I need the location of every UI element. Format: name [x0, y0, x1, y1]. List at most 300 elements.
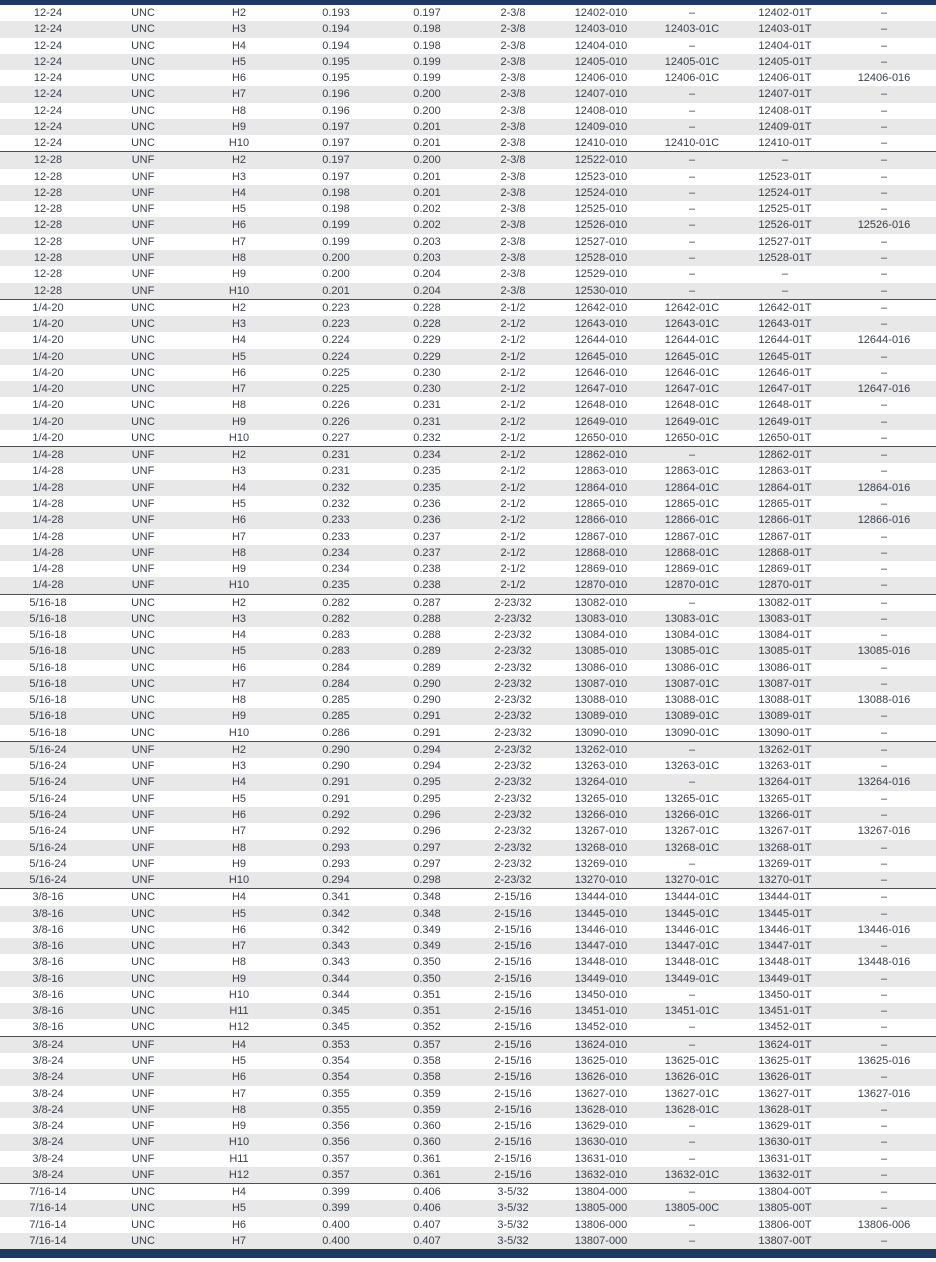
table-cell: UNF: [131, 546, 155, 559]
table-cell: 2-1/2: [470, 299, 556, 316]
table-cell: 0.355: [322, 1087, 350, 1100]
table-cell: 2-1/2: [500, 415, 526, 428]
table-cell: 13446-016: [857, 923, 911, 936]
table-cell: 12644-016: [857, 334, 911, 347]
table-cell: 12405-01T: [758, 55, 812, 68]
table-cell: 12406-01T: [758, 72, 812, 85]
table-cell: 0.227: [322, 431, 350, 444]
table-cell: 12410-010: [574, 137, 628, 150]
table-cell: –: [880, 874, 888, 887]
table-cell: 0.349: [413, 923, 441, 936]
table-cell: UNF: [131, 481, 155, 494]
table-cell: 5/16-24: [0, 741, 96, 758]
table-cell: 2-1/2: [500, 514, 526, 527]
table-cell: 0.399: [288, 1184, 384, 1201]
table-cell: 12-24: [33, 137, 63, 150]
table-cell: 0.282: [322, 612, 350, 625]
table-cell: UNF: [131, 235, 155, 248]
table-cell: 2-23/32: [494, 776, 532, 789]
table-row: [0, 447, 936, 464]
table-cell: 13268-010: [574, 841, 628, 854]
table-cell: 2-15/16: [494, 956, 532, 969]
table-cell: H7: [231, 1234, 247, 1247]
table-cell: –: [688, 268, 696, 281]
table-cell: H2: [190, 741, 288, 758]
table-cell: UNF: [131, 874, 155, 887]
table-cell: 13083-010: [574, 612, 628, 625]
table-cell: H8: [231, 841, 247, 854]
table-cell: 12865-01T: [758, 497, 812, 510]
table-cell: 12410-01T: [758, 137, 812, 150]
table-cell: 12643-01C: [664, 318, 720, 331]
table-cell: 0.289: [413, 661, 441, 674]
table-cell: 2-15/16: [494, 1103, 532, 1116]
table-cell: 2-23/32: [494, 809, 532, 822]
table-cell: 0.293: [322, 841, 350, 854]
table-cell: 13448-016: [857, 956, 911, 969]
table-cell: 0.294: [413, 760, 441, 773]
table-cell: UNF: [131, 514, 155, 527]
table-cell: 2-23/32: [470, 741, 556, 758]
table-cell: 13266-01C: [664, 809, 720, 822]
table-cell: 0.231: [322, 465, 350, 478]
table-cell: 0.297: [413, 841, 441, 854]
table-row: [0, 938, 936, 954]
table-cell: 13628-01C: [664, 1103, 720, 1116]
table-cell: –: [880, 579, 888, 592]
table-cell: 0.291: [322, 792, 350, 805]
table-cell: 12405-010: [574, 55, 628, 68]
table-cell: H5: [231, 1055, 247, 1067]
table-cell: UNC: [131, 956, 155, 969]
table-cell: 0.230: [413, 366, 441, 379]
table-cell: UNF: [131, 219, 155, 232]
table-cell: 13087-010: [574, 677, 628, 690]
table-cell: 0.225: [322, 383, 350, 396]
table-row: [0, 1200, 936, 1216]
table-cell: 3/8-24: [0, 1036, 96, 1053]
table-cell: –: [880, 612, 888, 625]
table-cell: 2-3/8: [500, 284, 526, 297]
table-cell: UNC: [96, 299, 190, 316]
table-cell: –: [688, 7, 696, 19]
table-cell: 0.295: [413, 792, 441, 805]
table-cell: 2-15/16: [494, 923, 532, 936]
table-cell: UNC: [131, 55, 155, 68]
table-cell: 2-3/8: [500, 72, 526, 85]
table-cell: 5/16-18: [29, 661, 67, 674]
table-cell: H4: [231, 629, 247, 642]
table-cell: 7/16-14: [29, 1202, 67, 1215]
table-cell: 13806-00T: [758, 1218, 812, 1231]
table-cell: 3-5/32: [470, 1184, 556, 1201]
table-cell: 13088-01T: [758, 694, 812, 707]
table-cell: –: [880, 39, 888, 52]
table-cell: 2-1/2: [500, 546, 526, 559]
table-cell: –: [646, 741, 738, 758]
table-cell: –: [880, 251, 888, 264]
table-cell: –: [646, 1184, 738, 1201]
table-cell: UNC: [131, 7, 155, 19]
table-cell: 0.223: [288, 299, 384, 316]
table-cell: H3: [231, 170, 247, 183]
table-cell: 13090-01T: [758, 726, 812, 739]
table-row: [0, 54, 936, 70]
table-cell: 12406-016: [857, 72, 911, 85]
table-cell: 2-3/8: [500, 235, 526, 248]
table-cell: –: [880, 318, 888, 331]
table-cell: H10: [228, 726, 250, 739]
table-cell: 12528-010: [574, 251, 628, 264]
table-cell: H10: [228, 284, 250, 297]
table-cell: 12643-01T: [758, 318, 812, 331]
table-cell: 12866-016: [857, 514, 911, 527]
table-cell: 0.293: [322, 857, 350, 870]
table-row: [0, 561, 936, 577]
table-cell: 0.288: [413, 629, 441, 642]
table-cell: H8: [231, 956, 247, 969]
table-cell: UNF: [131, 465, 155, 478]
table-cell: 13446-010: [574, 923, 628, 936]
table-cell: 0.223: [322, 318, 350, 331]
table-cell: 12644-010: [574, 334, 628, 347]
table-row: [0, 430, 936, 447]
table-cell: H2: [190, 594, 288, 611]
table-cell: 0.197: [322, 170, 350, 183]
table-cell: 5/16-18: [29, 726, 67, 739]
table-cell: –: [688, 284, 696, 297]
table-cell: H5: [231, 645, 247, 658]
table-cell: 12862-010: [556, 447, 646, 464]
table-cell: 12408-01T: [758, 104, 812, 117]
table-row: [0, 512, 936, 528]
table-cell: 0.197: [413, 7, 441, 19]
table-cell: 0.198: [322, 186, 350, 199]
table-cell: 13084-01T: [758, 629, 812, 642]
table-row: [0, 856, 936, 872]
table-cell: 13446-01T: [758, 923, 812, 936]
table-cell: 12868-010: [574, 546, 628, 559]
table-cell: 12862-01T: [738, 447, 832, 464]
table-cell: 2-23/32: [494, 661, 532, 674]
table-cell: 12-24: [33, 104, 63, 117]
table-cell: 0.357: [322, 1168, 350, 1181]
table-cell: UNC: [131, 23, 155, 36]
table-cell: –: [880, 760, 888, 773]
table-cell: 0.237: [413, 546, 441, 559]
table-cell: 2-23/32: [494, 645, 532, 658]
table-cell: –: [880, 988, 888, 1001]
table-cell: 2-23/32: [494, 857, 532, 870]
table-cell: UNF: [131, 841, 155, 854]
table-cell: –: [880, 1021, 888, 1034]
table-cell: 0.224: [322, 334, 350, 347]
table-cell: 13805-000: [574, 1202, 628, 1215]
table-cell: 13262-010: [556, 741, 646, 758]
table-cell: 13085-01C: [664, 645, 720, 658]
table-cell: 13450-01T: [758, 988, 812, 1001]
table-row: [0, 529, 936, 545]
table-cell: 1/4-28: [32, 481, 64, 494]
table-cell: 13266-010: [574, 809, 628, 822]
table-row: [0, 741, 936, 758]
table-cell: H9: [231, 857, 247, 870]
table-cell: 13448-010: [574, 956, 628, 969]
table-cell: 2-15/16: [494, 1055, 532, 1067]
table-cell: 0.233: [322, 530, 350, 543]
table-cell: 12870-01C: [664, 579, 720, 592]
table-cell: 12648-01C: [664, 399, 720, 412]
table-cell: UNC: [131, 72, 155, 85]
table-cell: 13632-01T: [758, 1168, 812, 1181]
table-cell: –: [880, 726, 888, 739]
table-cell: H8: [231, 399, 247, 412]
table-cell: 2-23/32: [494, 792, 532, 805]
table-cell: 12525-010: [574, 203, 628, 216]
table-cell: 0.285: [322, 710, 350, 723]
table-cell: –: [688, 170, 696, 183]
table-cell: 12642-01C: [646, 299, 738, 316]
table-cell: UNC: [131, 334, 155, 347]
table-cell: 3/8-24: [32, 1087, 64, 1100]
table-row: [0, 1151, 936, 1167]
table-cell: 2-1/2: [500, 431, 526, 444]
table-cell: 12525-01T: [758, 203, 812, 216]
table-cell: –: [688, 39, 696, 52]
table-row: [0, 332, 936, 348]
table-cell: 2-23/32: [494, 760, 532, 773]
table-cell: 0.282: [288, 594, 384, 611]
table-cell: UNC: [131, 120, 155, 133]
table-cell: 13451-01T: [758, 1005, 812, 1018]
table-cell: H3: [231, 318, 247, 331]
table-cell: 13088-010: [574, 694, 628, 707]
table-cell: 13631-01T: [758, 1152, 812, 1165]
table-cell: 0.226: [322, 415, 350, 428]
table-cell: –: [646, 152, 738, 169]
table-cell: UNC: [131, 694, 155, 707]
table-cell: UNF: [96, 741, 190, 758]
table-cell: UNF: [131, 1120, 155, 1133]
table-cell: 0.231: [413, 399, 441, 412]
table-cell: 12863-010: [574, 465, 628, 478]
table-cell: UNC: [131, 88, 155, 101]
table-cell: 0.294: [322, 874, 350, 887]
table-cell: 13447-010: [574, 940, 628, 953]
table-cell: 0.284: [322, 677, 350, 690]
table-cell: 13262-01T: [738, 741, 832, 758]
table-cell: 0.201: [413, 137, 441, 150]
table-cell: H7: [231, 530, 247, 543]
table-cell: 2-1/2: [500, 366, 526, 379]
table-cell: 0.230: [413, 383, 441, 396]
table-cell: 2-15/16: [494, 1120, 532, 1133]
table-cell: 12645-010: [574, 350, 628, 363]
table-cell: –: [880, 629, 888, 642]
table-cell: 12402-01T: [758, 7, 812, 19]
table-cell: UNF: [131, 530, 155, 543]
table-cell: H6: [231, 923, 247, 936]
table-cell: –: [880, 235, 888, 248]
table-cell: 3/8-16: [32, 972, 64, 985]
table-cell: 12865-01C: [664, 497, 720, 510]
table-cell: 13625-016: [857, 1055, 911, 1067]
table-row: [0, 1233, 936, 1249]
table-row: [0, 1069, 936, 1085]
table-cell: 2-23/32: [494, 677, 532, 690]
table-cell: UNC: [131, 137, 155, 150]
table-cell: 2-3/8: [500, 39, 526, 52]
table-cell: 0.234: [384, 447, 470, 464]
table-cell: 12526-010: [574, 219, 628, 232]
table-cell: 13264-01T: [758, 776, 812, 789]
table-cell: 0.238: [413, 563, 441, 576]
table-cell: 13624-010: [556, 1036, 646, 1053]
table-cell: 7/16-14: [0, 1184, 96, 1201]
table-cell: 0.232: [322, 497, 350, 510]
table-row: [0, 954, 936, 970]
table-cell: –: [832, 299, 936, 316]
table-cell: 0.196: [322, 88, 350, 101]
table-cell: UNC: [131, 104, 155, 117]
table-cell: 2-15/16: [494, 1136, 532, 1149]
table-cell: 13267-016: [857, 825, 911, 838]
table-cell: 12527-010: [574, 235, 628, 248]
table-row: [0, 1086, 936, 1102]
table-cell: 13263-010: [574, 760, 628, 773]
table-cell: 13449-01C: [664, 972, 720, 985]
table-cell: 12404-010: [574, 39, 628, 52]
table-cell: 0.344: [322, 972, 350, 985]
table-row: [0, 365, 936, 381]
table-cell: 13450-010: [574, 988, 628, 1001]
table-cell: 12648-01T: [758, 399, 812, 412]
table-cell: 12863-01T: [758, 465, 812, 478]
table-cell: 2-15/16: [494, 1152, 532, 1165]
table-cell: UNC: [131, 431, 155, 444]
table-cell: 2-1/2: [500, 334, 526, 347]
table-cell: UNF: [131, 170, 155, 183]
table-cell: 0.360: [413, 1120, 441, 1133]
table-cell: 12644-01C: [664, 334, 720, 347]
table-cell: 0.290: [413, 694, 441, 707]
table-cell: 13625-01T: [758, 1055, 812, 1067]
table-cell: 12410-01C: [664, 137, 720, 150]
table-cell: H9: [231, 268, 247, 281]
table-cell: H10: [228, 579, 250, 592]
table-cell: 2-15/16: [494, 940, 532, 953]
table-cell: 1/4-28: [32, 514, 64, 527]
table-cell: 12-28: [33, 235, 63, 248]
table-cell: 0.200: [384, 152, 470, 169]
table-row: [0, 266, 936, 282]
table-cell: 12646-010: [574, 366, 628, 379]
table-cell: 12-28: [0, 152, 96, 169]
table-cell: 5/16-24: [29, 809, 67, 822]
table-cell: H7: [231, 825, 247, 838]
table-row: [0, 594, 936, 611]
table-row: [0, 1167, 936, 1184]
table-cell: 0.344: [322, 988, 350, 1001]
table-cell: –: [688, 219, 696, 232]
table-cell: H10: [228, 431, 250, 444]
table-cell: 13629-010: [574, 1120, 628, 1133]
table-cell: 13445-01T: [758, 907, 812, 920]
table-row: [0, 397, 936, 413]
table-cell: 3-5/32: [497, 1218, 529, 1231]
table-cell: 13627-01C: [664, 1087, 720, 1100]
table-cell: –: [880, 1071, 888, 1084]
table-cell: –: [880, 431, 888, 444]
table-cell: 12647-01T: [758, 383, 812, 396]
table-cell: 12869-010: [574, 563, 628, 576]
table-cell: 13268-01C: [664, 841, 720, 854]
table-cell: 5/16-24: [29, 760, 67, 773]
table-row: [0, 627, 936, 643]
table-cell: 2-3/8: [500, 55, 526, 68]
table-cell: 0.342: [322, 923, 350, 936]
table-cell: 0.283: [322, 645, 350, 658]
table-cell: 13632-010: [574, 1168, 628, 1181]
table-cell: H10: [228, 988, 250, 1001]
table-row: [0, 1036, 936, 1053]
table-row: [0, 611, 936, 627]
table-cell: 0.237: [413, 530, 441, 543]
table-cell: 0.225: [322, 366, 350, 379]
table-cell: 13085-016: [857, 645, 911, 658]
table-cell: H2: [231, 7, 247, 19]
table-cell: 13452-01T: [758, 1021, 812, 1034]
table-cell: –: [880, 88, 888, 101]
table-cell: 12868-01T: [758, 546, 812, 559]
table-row: [0, 152, 936, 169]
table-cell: 13628-010: [574, 1103, 628, 1116]
table-cell: UNC: [96, 1184, 190, 1201]
table-cell: 0.343: [322, 956, 350, 969]
table-cell: 0.407: [413, 1234, 441, 1247]
table-cell: H12: [228, 1021, 250, 1034]
table-cell: –: [880, 907, 888, 920]
table-cell: 12650-010: [574, 431, 628, 444]
table-cell: –: [832, 1036, 936, 1053]
table-cell: 0.232: [322, 481, 350, 494]
table-cell: UNF: [131, 776, 155, 789]
table-cell: H3: [231, 23, 247, 36]
table-cell: 13447-01T: [758, 940, 812, 953]
table-cell: –: [880, 399, 888, 412]
table-row: [0, 381, 936, 397]
table-cell: 0.290: [413, 677, 441, 690]
table-cell: 12870-010: [574, 579, 628, 592]
table-cell: 2-23/32: [494, 841, 532, 854]
table-cell: 0.297: [413, 857, 441, 870]
table-cell: 12649-01T: [758, 415, 812, 428]
table-cell: 0.198: [413, 39, 441, 52]
table-cell: –: [880, 170, 888, 183]
table-cell: 0.195: [322, 72, 350, 85]
table-cell: 2-23/32: [470, 594, 556, 611]
table-cell: 13627-010: [574, 1087, 628, 1100]
table-cell: UNF: [131, 579, 155, 592]
table-cell: –: [880, 7, 888, 19]
table-cell: 12523-01T: [758, 170, 812, 183]
table-cell: 1/4-20: [32, 383, 64, 396]
table-cell: –: [880, 284, 888, 297]
table-cell: 13269-01T: [758, 857, 812, 870]
table-cell: 0.289: [413, 645, 441, 658]
table-cell: 5/16-24: [29, 776, 67, 789]
table-cell: 0.198: [322, 203, 350, 216]
